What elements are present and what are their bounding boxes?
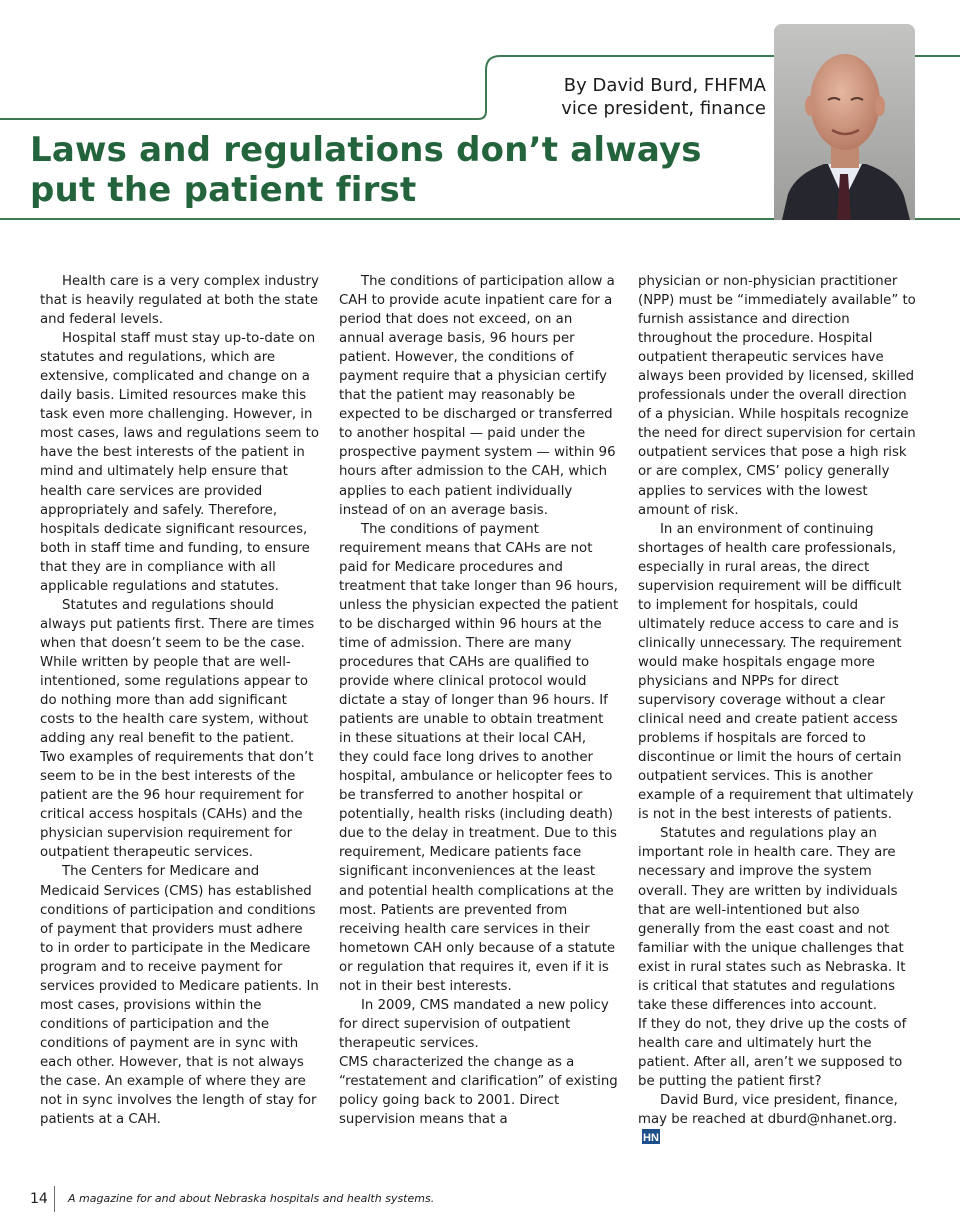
paragraph: CMS characterized the change as a “restatement and clarification” of existing policy going back to 2001. Direct supervision means that a — [339, 1054, 618, 1128]
byline — [561, 74, 766, 120]
author-photo — [774, 24, 915, 220]
paragraph: The Centers for Medicare and Medicaid Services (CMS) has established conditions of participation and conditions of payment that providers must adhere to in order to participate in the Medicare program and to receive payment for services provided to Medicare patients. In most cases, provisions within the conditions of participation and the conditions of payment are in sync with each other. However, that is not always the case. An example of where they are not in sync involves the length of stay for patients at a CAH. — [40, 864, 319, 1128]
column-1 — [40, 272, 320, 1148]
paragraph: In 2009, CMS mandated a new policy for direct supervision of outpatient therapeutic services. — [339, 997, 609, 1051]
paragraph: In an environment of continuing shortages of health care professionals, especially in rural areas, the direct supervision requirement will be difficult to implement for hospitals, could ultimately reduce access to care and is clinically unnecessary. The requirement would make hospitals engage more physicians and NPPs for direct supervisory coverage without a clear clinical need and create patient access problems if hospitals are forced to discontinue or limit the hours of certain outpatient services. This is another example of a requirement that ultimately is not in the best interests of patients. — [638, 521, 914, 823]
paragraph: If they do not, they drive up the costs of health care and ultimately hurt the patient. After all, aren’t we supposed to be putting the patient first? — [638, 1016, 907, 1089]
paragraph: Hospital staff must stay up-to-date on statutes and regulations, which are extensive, complicated and change on a daily basis. Limited resources make this task even more challenging. However, in most cases, laws and regulations seem to have the best interests of the patient in mind and ultimately help ensure that health care services are provided appropriately and safely. Therefore, hospitals dedicate significant resources, both in staff time and funding, to ensure that they are in compliance with all applicable regulations and statutes. — [40, 331, 320, 594]
title-line-2: put the patient first — [30, 170, 417, 210]
closing-paragraph — [638, 1091, 918, 1148]
contact-text: David Burd, vice president, finance, may be reached at dburd@nhanet.org. — [638, 1093, 898, 1128]
paragraph: Statutes and regulations play an important role in health care. They are necessary and improve the system overall. They are written by individuals that are well-intentioned but also generally from the east coast and not familiar with the unique challenges that exist in rural states such as Nebraska. It is critical that statutes and regulations take these differences into account. — [638, 826, 906, 1013]
paragraph: The conditions of participation allow a CAH to provide acute inpatient care for a period that does not exceed, on an annual average basis, 96 hours per patient. However, the conditions of payment require that a physician certify that the patient may reasonably be expected to be discharged or transferred to another hospital — paid under the prospective payment system — within 96 hours after admission to the CAH, which applies to each patient individually instead of on an average basis. — [339, 274, 616, 518]
author-portrait-image — [774, 24, 915, 220]
byline-title: vice president, finance — [561, 98, 766, 119]
article-body — [40, 272, 918, 1148]
paragraph: physician or non-physician practitioner (NPP) must be “immediately available” to furnish assistance and direction throughout the procedure. Hospital outpatient therapeutic services have always been provided by licensed, skilled professionals under the overall direction of a physician. While hospitals recognize the need for direct supervision for certain outpatient services that pose a high risk or are complex, CMS’ policy generally applies to services with the lowest amount of risk. — [638, 274, 916, 518]
page-footer — [0, 1186, 960, 1214]
paragraph: Health care is a very complex industry that is heavily regulated at both the state and federal levels. — [40, 274, 319, 328]
paragraph: The conditions of payment requirement means that CAHs are not paid for Medicare procedures and treatment that take longer than 96 hours, unless the physician expected the patient to be discharged within 96 hours at the time of admission. There are many procedures that CAHs are qualified to provide where clinical protocol would dictate a stay of longer than 96 hours. If patients are unable to obtain treatment in these situations at their local CAH, they could face long drives to another hospital, ambulance or helicopter fees to be transferred to another hospital or potentially, health risks (including death) due to the delay in treatment. Due to this requirement, Medicare patients face significant inconveniences at the least and potential health complications at the most. Patients are prevented from receiving health care services in their hometown CAH only because of a statute or regulation that requires it, even if it is not in their best interests. — [339, 521, 619, 994]
byline-name: By David Burd, FHFMA — [563, 75, 766, 96]
footer-tagline: A magazine for and about Nebraska hospitals and health systems. — [68, 1192, 435, 1205]
page-number: 14 — [30, 1191, 48, 1207]
footer-divider — [54, 1186, 55, 1212]
column-3 — [638, 272, 918, 1148]
title-line-1: Laws and regulations don’t always — [30, 130, 702, 170]
hn-logo-text: HN — [643, 1132, 659, 1145]
article-title — [30, 130, 702, 210]
paragraph: Statutes and regulations should always put patients first. There are times when that doesn’t seem to be the case. While written by people that are well-intentioned, some regulations appear to do nothing more than add significant costs to the health care system, without adding any real benefit to the patient. Two examples of requirements that don’t seem to be in the best interests of the patient are the 96 hour requirement for critical access hospitals (CAHs) and the physician supervision requirement for outpatient therapeutic services. — [40, 597, 315, 861]
hn-logo-icon — [642, 1129, 660, 1144]
column-2 — [339, 272, 619, 1148]
